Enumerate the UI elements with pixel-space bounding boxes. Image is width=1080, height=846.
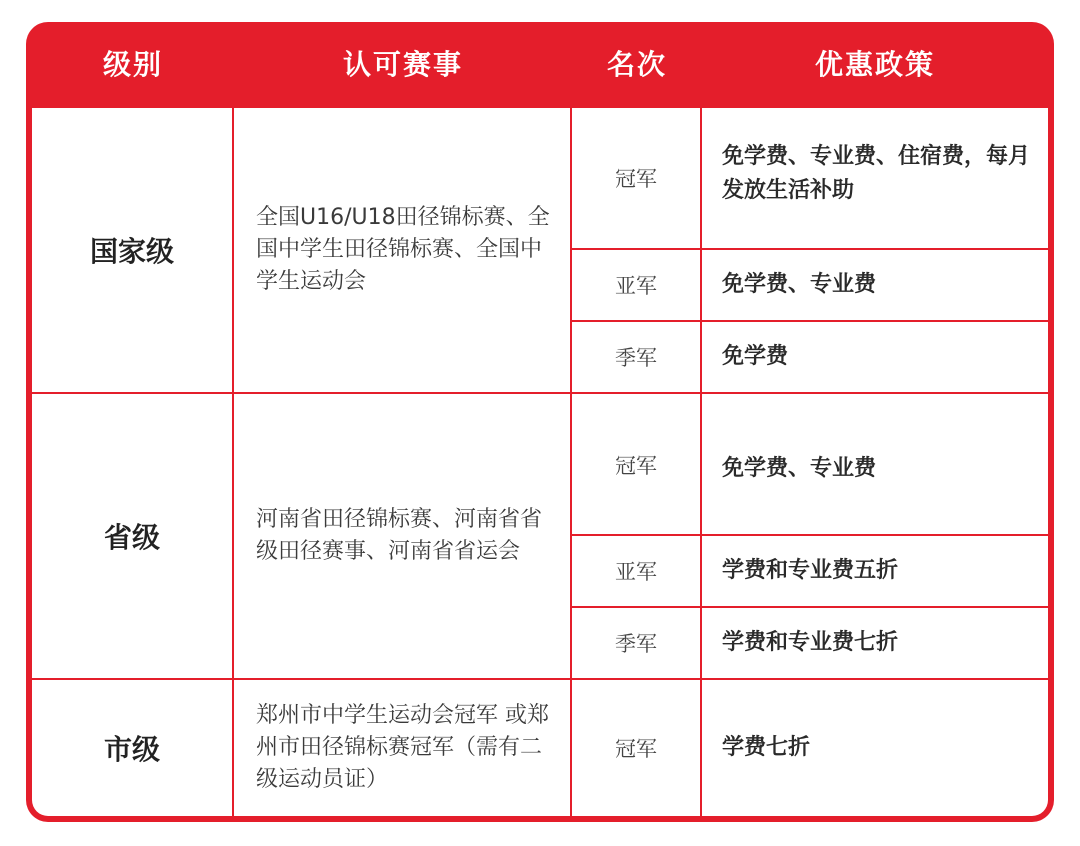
city-rank-1: 冠军 bbox=[572, 680, 702, 816]
table-header bbox=[26, 22, 1054, 108]
city-policy-1: 学费七折 bbox=[722, 735, 811, 760]
national-events: 全国U16/U18田径锦标赛、全国中学生田径锦标赛、全国中学生运动会 bbox=[234, 108, 572, 394]
provincial-events: 河南省田径锦标赛、河南省省级田径赛事、河南省省运会 bbox=[234, 394, 572, 680]
header-policy: 优惠政策 bbox=[814, 48, 935, 81]
national-policy-1: 免学费、专业费、住宿费，每月发放生活补助 bbox=[702, 108, 1048, 250]
provincial-rank-3: 季军 bbox=[572, 608, 702, 680]
provincial-rank-1: 冠军 bbox=[572, 394, 702, 536]
provincial-policy-2: 学费和专业费五折 bbox=[702, 536, 1048, 608]
national-policy-3: 免学费 bbox=[702, 322, 1048, 394]
provincial-level: 省级 bbox=[32, 394, 234, 680]
header-rank: 名次 bbox=[606, 48, 667, 81]
national-rank-3: 季军 bbox=[572, 322, 702, 394]
national-level: 国家级 bbox=[32, 108, 234, 394]
national-policy-2: 免学费、专业费 bbox=[702, 250, 1048, 322]
header-level: 级别 bbox=[102, 48, 163, 81]
provincial-policy-3: 学费和专业费七折 bbox=[702, 608, 1048, 680]
provincial-rank-2: 亚军 bbox=[572, 536, 702, 608]
table-body bbox=[32, 108, 1048, 816]
header-events: 认可赛事 bbox=[342, 48, 463, 81]
national-rank-1: 冠军 bbox=[572, 108, 702, 250]
policy-table bbox=[26, 22, 1054, 822]
city-level: 市级 bbox=[32, 680, 234, 816]
national-rank-2: 亚军 bbox=[572, 250, 702, 322]
provincial-policy-1: 免学费、专业费 bbox=[702, 394, 1048, 536]
city-events: 郑州市中学生运动会冠军 或郑州市田径锦标赛冠军（需有二级运动员证） bbox=[234, 680, 572, 816]
